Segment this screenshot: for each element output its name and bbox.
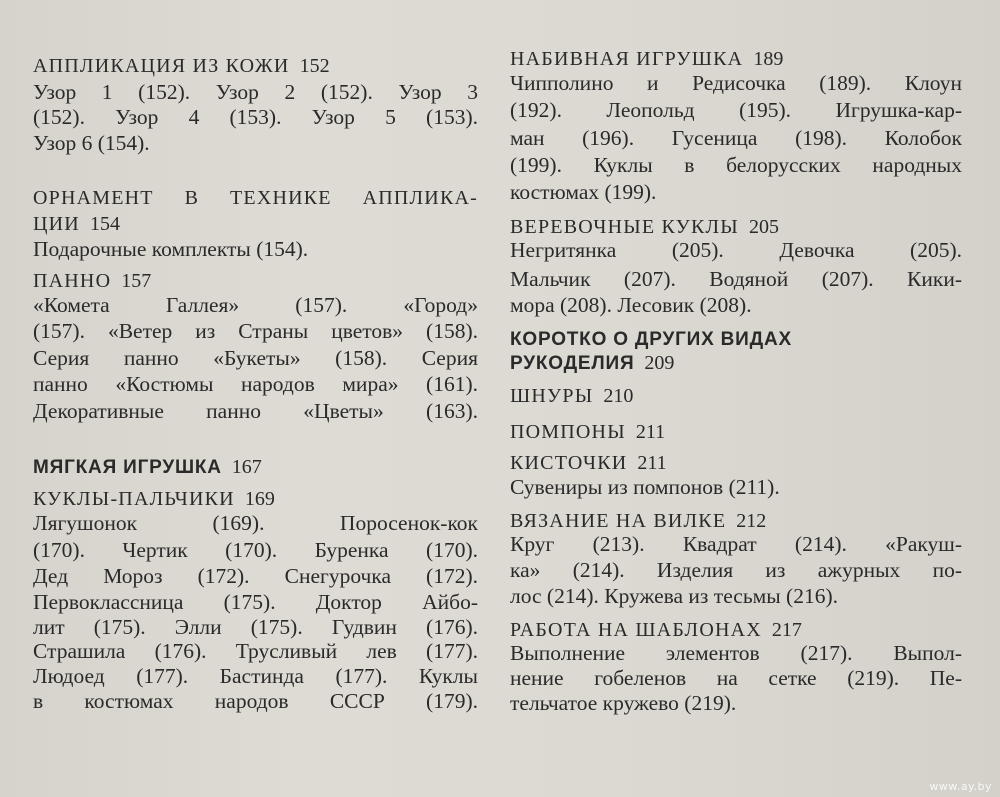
toc-text: (152). Узор 4 (153). Узор 5 (153). — [33, 105, 478, 129]
toc-text: НАБИВНАЯ ИГРУШКА — [510, 48, 744, 70]
toc-text: тельчатое кружево (219). — [510, 691, 737, 715]
toc-section-heading — [510, 450, 667, 476]
toc-section-heading — [33, 268, 151, 294]
toc-text: мора (208). Лесовик (208). — [510, 293, 752, 317]
toc-page-number: 211 — [635, 421, 666, 443]
toc-entry-line — [510, 266, 962, 292]
toc-page-number: 212 — [736, 510, 767, 532]
toc-entry-line — [510, 152, 962, 178]
toc-entry-line — [33, 563, 478, 589]
toc-text: Первоклассница (175). Доктор Айбо- — [33, 590, 478, 614]
toc-text: ВЕРЕВОЧНЫЕ КУКЛЫ — [510, 216, 739, 238]
toc-page-number: 169 — [244, 488, 275, 510]
toc-section-heading — [33, 211, 120, 237]
toc-entry-line — [510, 665, 962, 691]
toc-text: Страшила (176). Трусливый лев (177). — [33, 639, 478, 663]
toc-text: Выполнение элементов (217). Выпол- — [510, 641, 962, 665]
toc-section-heading — [510, 350, 674, 377]
toc-text: лит (175). Элли (175). Гудвин (176). — [33, 615, 478, 639]
toc-text: нение гобеленов на сетке (219). Пе- — [510, 666, 962, 690]
toc-entry-line — [33, 589, 478, 615]
toc-text: Узор 1 (152). Узор 2 (152). Узор 3 — [33, 80, 478, 104]
toc-entry-line — [33, 79, 478, 105]
toc-entry-line — [510, 690, 736, 716]
toc-text: КИСТОЧКИ — [510, 452, 628, 474]
toc-section-heading — [33, 53, 330, 79]
toc-section-heading — [33, 185, 478, 211]
toc-text: ка» (214). Изделия из ажурных по- — [510, 558, 962, 582]
toc-entry-line — [510, 640, 962, 666]
toc-entry-line — [510, 557, 962, 583]
toc-entry-line — [33, 688, 478, 714]
toc-text: Чипполино и Редисочка (189). Клоун — [510, 71, 962, 95]
toc-text: КОРОТКО О ДРУГИХ ВИДАХ — [510, 329, 792, 350]
toc-text: РАБОТА НА ШАБЛОНАХ — [510, 619, 762, 641]
toc-entry-line — [510, 292, 752, 318]
toc-page-number: 167 — [231, 456, 262, 478]
toc-entry-line — [33, 104, 478, 130]
toc-section-heading — [510, 419, 665, 445]
toc-page-number: 189 — [753, 48, 784, 70]
toc-text: Узор 6 (154). — [33, 131, 150, 155]
toc-text: Дед Мороз (172). Снегурочка (172). — [33, 564, 478, 588]
toc-page-number: 210 — [603, 385, 634, 407]
toc-section-heading — [510, 46, 783, 72]
watermark: www.ay.by — [929, 780, 992, 793]
toc-text: Круг (213). Квадрат (214). «Ракуш- — [510, 532, 962, 556]
toc-entry-line — [510, 237, 962, 263]
toc-text: в костюмах народов СССР (179). — [33, 689, 478, 713]
toc-entry-line — [33, 130, 150, 156]
toc-section-heading — [510, 383, 633, 409]
toc-entry-line — [33, 510, 478, 536]
toc-text: (157). «Ветер из Страны цветов» (158). — [33, 319, 478, 343]
toc-entry-line — [33, 292, 478, 318]
toc-entry-line — [33, 345, 478, 371]
toc-text: ман (196). Гусеница (198). Колобок — [510, 126, 962, 150]
toc-entry-line — [510, 531, 962, 557]
toc-text: КУКЛЫ-ПАЛЬЧИКИ — [33, 488, 235, 510]
toc-entry-line — [33, 371, 478, 397]
toc-entry-line — [33, 398, 478, 424]
toc-text: ШНУРЫ — [510, 385, 594, 407]
toc-text: Мальчик (207). Водяной (207). Кики- — [510, 267, 962, 291]
toc-page-number: 205 — [748, 216, 779, 238]
toc-text: Лягушонок (169). Поросенок-кок — [33, 511, 478, 535]
toc-page-number: 152 — [299, 55, 330, 77]
toc-text: ЦИИ — [33, 213, 80, 235]
toc-section-heading — [33, 454, 262, 481]
toc-text: «Комета Галлея» (157). «Город» — [33, 293, 478, 317]
toc-entry-line — [33, 614, 478, 640]
toc-page-number: 154 — [89, 213, 120, 235]
toc-text: ОРНАМЕНТ В ТЕХНИКЕ АППЛИКА- — [33, 187, 478, 209]
toc-text: Сувениры из помпонов (211). — [510, 475, 780, 499]
toc-entry-line — [510, 70, 962, 96]
toc-entry-line — [510, 583, 838, 609]
toc-text: ПОМПОНЫ — [510, 421, 626, 443]
toc-text: (199). Куклы в белорусских народных — [510, 153, 962, 177]
toc-entry-line — [33, 318, 478, 344]
toc-entry-line — [33, 537, 478, 563]
toc-entry-line — [510, 97, 962, 123]
toc-entry-line — [33, 236, 308, 262]
toc-page-number: 217 — [771, 619, 802, 641]
toc-entry-line — [510, 179, 656, 205]
toc-entry-line — [33, 638, 478, 664]
toc-text: МЯГКАЯ ИГРУШКА — [33, 457, 222, 478]
toc-page-number: 157 — [121, 270, 152, 292]
toc-text: Серия панно «Букеты» (158). Серия — [33, 346, 478, 370]
toc-entry-line — [510, 474, 780, 500]
toc-entry-line — [510, 125, 962, 151]
toc-text: Людоед (177). Бастинда (177). Куклы — [33, 664, 478, 688]
toc-page-number: 209 — [644, 352, 675, 374]
toc-text: (192). Леопольд (195). Игрушка-кар- — [510, 98, 962, 122]
toc-text: Негритянка (205). Девочка (205). — [510, 238, 962, 262]
toc-text: АППЛИКАЦИЯ ИЗ КОЖИ — [33, 55, 290, 77]
toc-text: РУКОДЕЛИЯ — [510, 353, 635, 374]
toc-text: Подарочные комплекты (154). — [33, 237, 309, 261]
toc-entry-line — [33, 663, 478, 689]
toc-section-heading — [33, 486, 275, 512]
toc-page-number: 211 — [637, 452, 667, 474]
toc-text: ПАННО — [33, 270, 112, 292]
toc-text: лос (214). Кружева из тесьмы (216). — [510, 584, 838, 608]
toc-text: ВЯЗАНИЕ НА ВИЛКЕ — [510, 510, 727, 532]
toc-text: панно «Костюмы народов мира» (161). — [33, 372, 478, 396]
toc-text: Декоративные панно «Цветы» (163). — [33, 399, 478, 423]
toc-text: (170). Чертик (170). Буренка (170). — [33, 538, 478, 562]
toc-text: костюмах (199). — [510, 180, 657, 204]
